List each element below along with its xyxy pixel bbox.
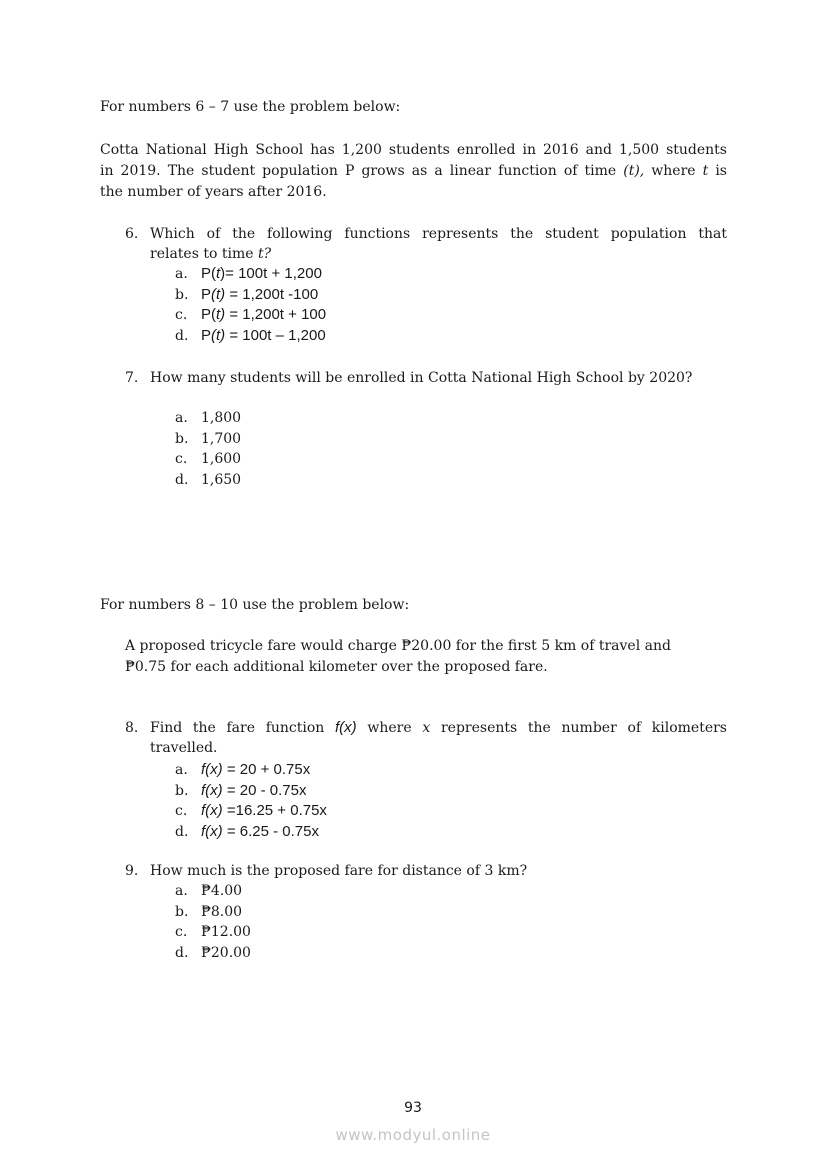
option-text: )= 100t + 1,200 (220, 265, 322, 282)
question-text-line-1 (150, 718, 727, 738)
question-number: 9. (125, 863, 139, 879)
question-number: 7. (125, 370, 139, 386)
answer-option (175, 881, 242, 901)
text: is (708, 163, 727, 179)
problem-2-line-1: A proposed tricycle fare would charge ₱20.00 for the first 5 km of travel and (125, 638, 671, 654)
text: relates to time (150, 246, 258, 262)
option-text: f(x) (201, 802, 223, 819)
option-text: t (216, 265, 221, 282)
text: in 2019. The student population P grows as a linear function of time (100, 163, 624, 179)
option-text: = 20 + 0.75x (222, 761, 311, 778)
option-text: =16.25 + 0.75x (222, 802, 327, 819)
text: where (356, 720, 423, 736)
problem-1-line-2 (100, 161, 727, 181)
option-text: ₱20.00 (201, 944, 251, 961)
answer-option (175, 902, 242, 922)
question-text-line-2 (150, 244, 271, 264)
option-text: P( (201, 265, 216, 282)
option-text: (t) (211, 326, 226, 344)
answer-option (175, 822, 319, 842)
option-text: 1,800 (201, 410, 242, 426)
option-text: f(x) (201, 822, 223, 840)
option-letter: a. (175, 762, 188, 778)
problem-1-line-3: the number of years after 2016. (100, 184, 327, 200)
option-letter: c. (175, 803, 188, 819)
option-letter: b. (175, 430, 189, 447)
answer-option (175, 760, 310, 780)
answer-option (175, 326, 326, 346)
answer-option (175, 449, 241, 469)
question-number: 6. (125, 226, 139, 242)
answer-option (175, 408, 241, 428)
answer-option (175, 305, 326, 325)
question-text-line-1: Which of the following functions represents the student population that (150, 226, 727, 242)
problem-1-line-1: Cotta National High School has 1,200 students enrolled in 2016 and 1,500 students (100, 142, 727, 158)
question-text: How much is the proposed fare for distance of 3 km? (150, 863, 528, 879)
option-letter: a. (175, 410, 188, 426)
option-text: ₱8.00 (201, 903, 243, 920)
option-text: 1,650 (201, 471, 242, 488)
text: Find the fare function (150, 720, 336, 736)
watermark: www.modyul.online (335, 1126, 491, 1144)
option-text: = 6.25 - 0.75x (222, 822, 319, 840)
option-text: P( (201, 306, 216, 323)
answer-option (175, 470, 241, 490)
option-text: (t) (211, 285, 226, 303)
option-letter: b. (175, 903, 189, 920)
answer-option (175, 285, 318, 305)
option-letter: c. (175, 307, 188, 323)
option-letter: d. (175, 471, 189, 488)
option-text: 1,700 (201, 430, 242, 447)
text: represents the number of kilometers (430, 720, 727, 736)
option-text: t) (216, 306, 226, 323)
option-letter: b. (175, 286, 189, 303)
option-text: ₱12.00 (201, 924, 251, 940)
option-letter: b. (175, 782, 189, 799)
option-letter: c. (175, 924, 188, 940)
option-letter: d. (175, 823, 189, 840)
intro-8-10: For numbers 8 – 10 use the problem below: (100, 597, 410, 613)
question-text-line-2: travelled. (150, 740, 218, 756)
option-letter: a. (175, 266, 188, 282)
option-letter: d. (175, 327, 189, 344)
answer-option (175, 429, 241, 449)
option-text: f(x) (201, 781, 223, 799)
option-text: f(x) (201, 761, 223, 778)
option-letter: a. (175, 883, 188, 899)
text-italic: f(x) (335, 719, 357, 736)
text-italic: t (702, 163, 709, 179)
option-letter: c. (175, 451, 188, 467)
answer-option (175, 801, 327, 821)
answer-option (175, 922, 251, 942)
question-text: How many students will be enrolled in Cotta National High School by 2020? (150, 370, 693, 386)
answer-option (175, 264, 322, 284)
answer-option (175, 781, 306, 801)
text-italic: t? (257, 246, 272, 262)
option-text: ₱4.00 (201, 883, 243, 899)
answer-option (175, 943, 251, 963)
page-number: 93 (404, 1100, 422, 1116)
question-number: 8. (125, 720, 139, 736)
text: where (644, 163, 703, 179)
option-letter: d. (175, 944, 189, 961)
intro-6-7: For numbers 6 – 7 use the problem below: (100, 99, 401, 115)
text-italic: (t), (623, 163, 645, 179)
option-text: 1,600 (201, 451, 242, 467)
option-text: = 1,200t -100 (225, 285, 319, 303)
option-text: P (201, 326, 212, 344)
option-text: = 100t – 1,200 (225, 326, 326, 344)
option-text: P (201, 285, 212, 303)
option-text: = 1,200t + 100 (225, 306, 327, 323)
problem-2-line-2: ₱0.75 for each additional kilometer over the proposed fare. (125, 659, 548, 675)
text-italic: x (422, 720, 431, 736)
option-text: = 20 - 0.75x (222, 781, 307, 799)
